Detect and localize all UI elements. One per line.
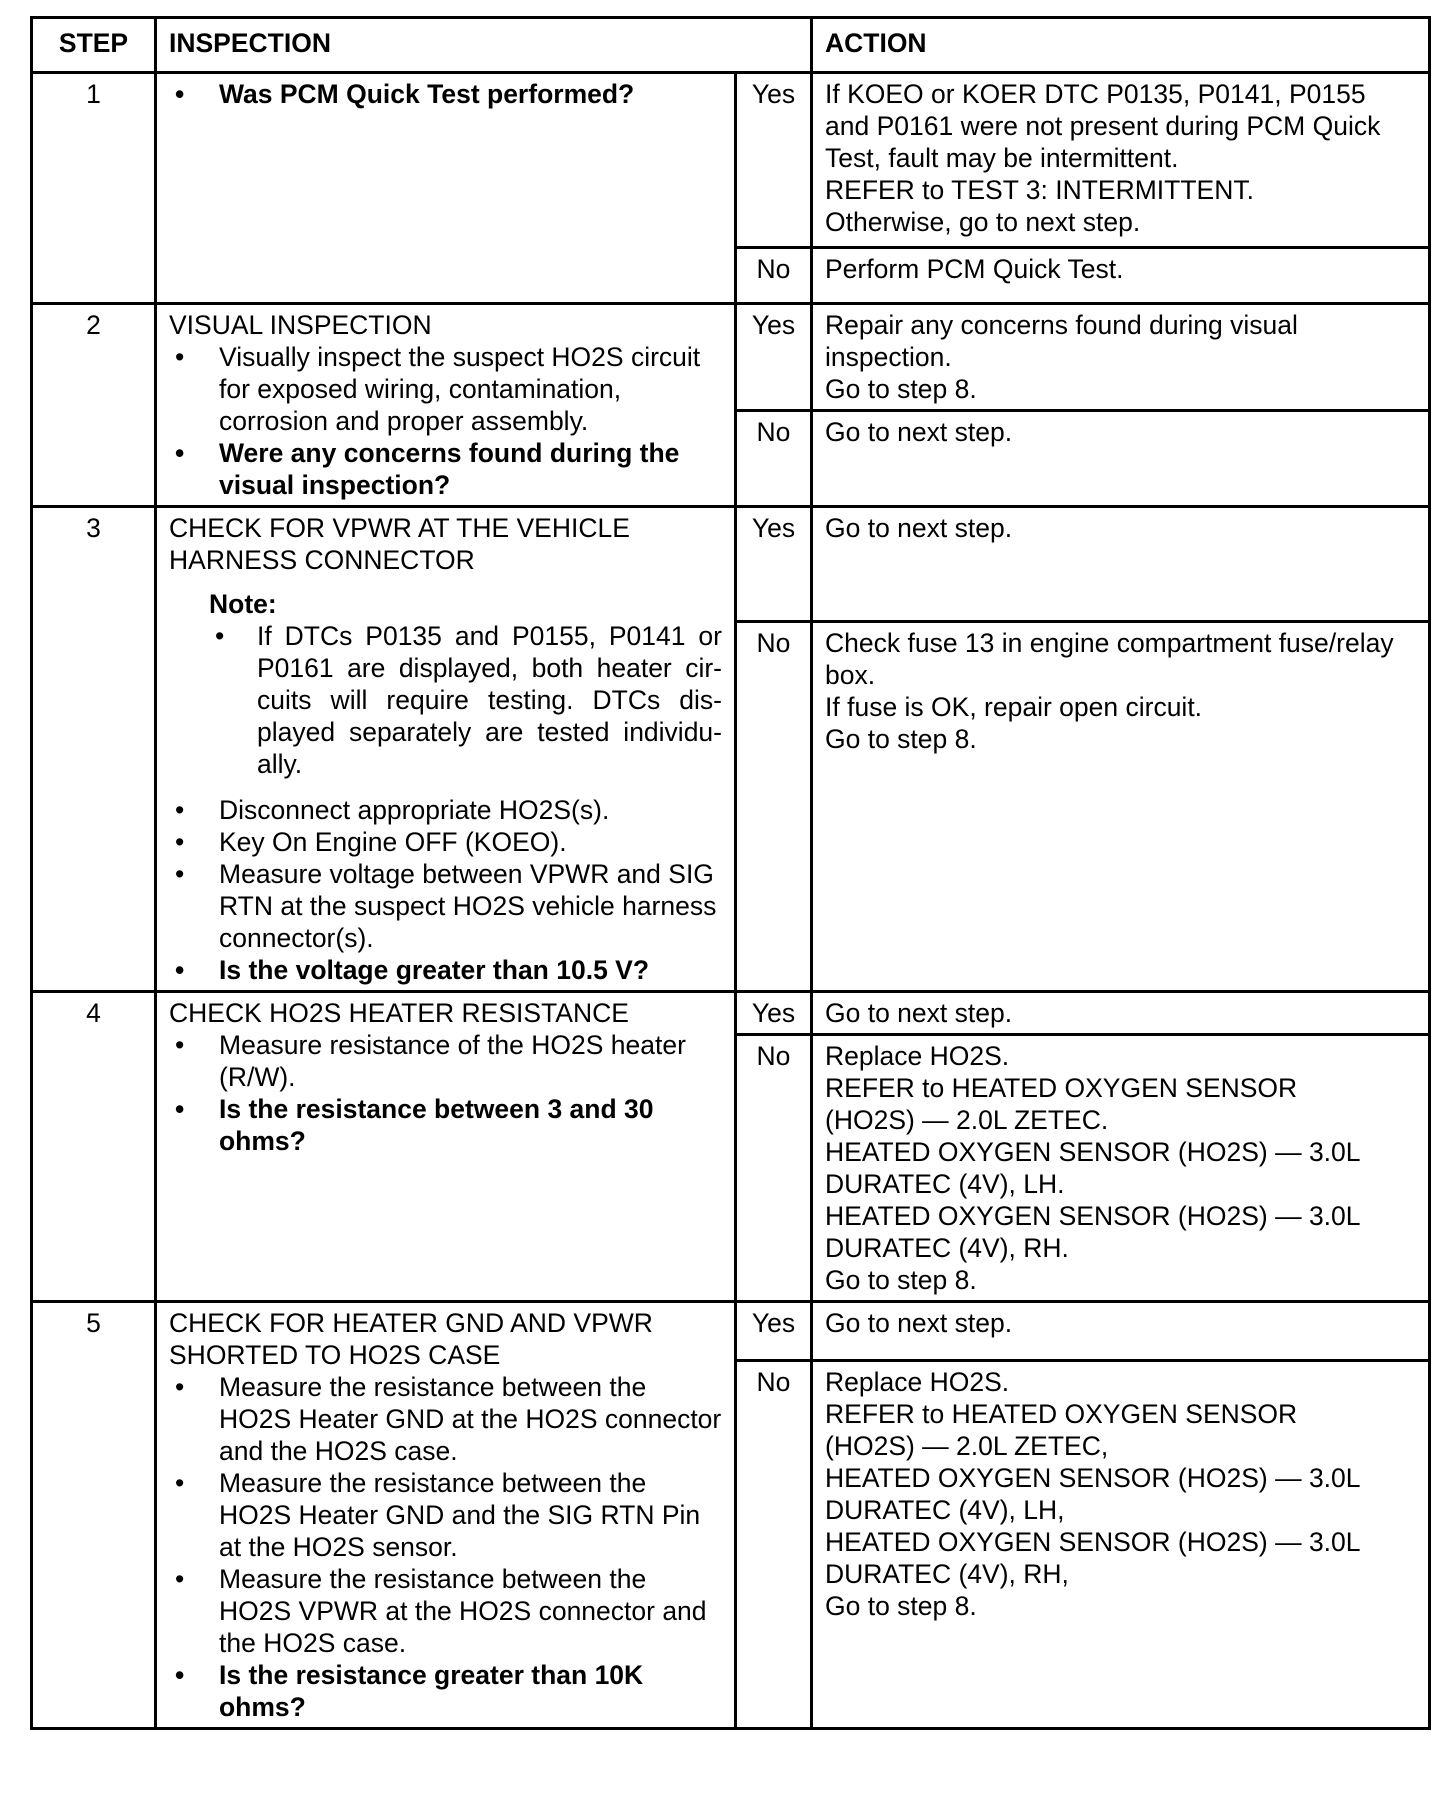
yes-label: Yes — [736, 992, 812, 1035]
note-block — [209, 588, 722, 780]
action-header: ACTION — [812, 18, 1430, 73]
inspection-title: CHECK HO2S HEATER RESISTANCE — [169, 998, 629, 1028]
step-2-yes-row — [32, 304, 1430, 411]
action-line: DURATEC (4V), LH. — [825, 1169, 1065, 1199]
inspection-bullet: • Measure the resistance between the HO2S VPWR at the HO2S connector and the HO2S case. — [169, 1563, 722, 1659]
action-line: (HO2S) — 2.0L ZETEC. — [825, 1105, 1109, 1135]
inspection-bullet: • Key On Engine OFF (KOEO). — [169, 826, 722, 858]
step-4-yes-action — [812, 992, 1430, 1035]
action-line: Replace HO2S. — [825, 1041, 1010, 1071]
inspection-bullet: • Measure voltage between VPWR and SIG RTN at the suspect HO2S vehicle harness connector(s). — [169, 858, 722, 954]
inspection-title: CHECK FOR HEATER GND AND VPWR — [169, 1308, 653, 1338]
inspection-title: CHECK FOR VPWR AT THE VEHICLE — [169, 513, 630, 543]
step-5-yes-action — [812, 1302, 1430, 1361]
step-3-no-action — [812, 621, 1430, 991]
note-text: • If DTCs P0135 and P0155, P0141 or P0161 are displayed, both heater cir-cuits will require testing. DTCs dis-played separately are tested individu-ally. — [209, 620, 722, 780]
step-number: 1 — [32, 73, 156, 304]
step-1-inspection — [156, 73, 736, 304]
step-header: STEP — [32, 18, 156, 73]
step-2-inspection — [156, 304, 736, 507]
action-line: HEATED OXYGEN SENSOR (HO2S) — 3.0L — [825, 1201, 1361, 1231]
inspection-title: VISUAL INSPECTION — [169, 310, 432, 340]
no-label: No — [736, 1361, 812, 1729]
action-line: REFER to TEST 3: INTERMITTENT. — [825, 175, 1254, 205]
step-3-yes-row — [32, 507, 1430, 622]
action-line: DURATEC (4V), RH. — [825, 1233, 1069, 1263]
yes-label: Yes — [736, 507, 812, 622]
inspection-bullet: • Measure the resistance between the HO2S Heater GND at the HO2S connector and the HO2S case. — [169, 1371, 722, 1467]
action-line: If fuse is OK, repair open circuit. — [825, 691, 1203, 722]
no-label: No — [736, 411, 812, 507]
yes-label: Yes — [736, 73, 812, 248]
step-number: 5 — [32, 1302, 156, 1729]
no-label: No — [736, 1035, 812, 1302]
action-line: Perform PCM Quick Test. — [825, 254, 1124, 284]
action-line: Go to step 8. — [825, 1265, 977, 1295]
action-line: box. — [825, 659, 876, 690]
inspection-title: HARNESS CONNECTOR — [169, 545, 475, 575]
inspection-header: INSPECTION — [156, 18, 812, 73]
action-line: Go to step 8. — [825, 723, 977, 754]
header-row — [32, 18, 1430, 73]
yes-label: Yes — [736, 1302, 812, 1361]
action-line: DURATEC (4V), RH, — [825, 1559, 1069, 1590]
action-line: Otherwise, go to next step. — [825, 207, 1141, 237]
inspection-bullet: • Disconnect appropriate HO2S(s). — [169, 794, 722, 826]
action-line: (HO2S) — 2.0L ZETEC, — [825, 1431, 1109, 1462]
action-line: inspection. — [825, 342, 952, 372]
action-line: DURATEC (4V), LH, — [825, 1495, 1065, 1526]
action-line: HEATED OXYGEN SENSOR (HO2S) — 3.0L — [825, 1463, 1361, 1494]
action-line: HEATED OXYGEN SENSOR (HO2S) — 3.0L — [825, 1527, 1361, 1558]
action-line: REFER to HEATED OXYGEN SENSOR — [825, 1073, 1298, 1103]
action-line: Repair any concerns found during visual — [825, 310, 1298, 340]
step-3-yes-action — [812, 507, 1430, 622]
step-5-yes-row — [32, 1302, 1430, 1361]
action-line: Go to next step. — [825, 513, 1013, 543]
step-2-no-action — [812, 411, 1430, 507]
inspection-bullet: • Measure the resistance between the HO2S Heater GND and the SIG RTN Pin at the HO2S sensor. — [169, 1467, 722, 1563]
no-label: No — [736, 248, 812, 304]
inspection-question: • Is the resistance between 3 and 30 ohms? — [169, 1093, 722, 1157]
action-line: Check fuse 13 in engine compartment fuse/relay — [825, 627, 1394, 658]
action-line: HEATED OXYGEN SENSOR (HO2S) — 3.0L — [825, 1137, 1361, 1167]
action-line: Test, fault may be intermittent. — [825, 143, 1179, 173]
action-line: Go to next step. — [825, 417, 1013, 447]
action-line: Go to next step. — [825, 1308, 1013, 1338]
step-5-no-action — [812, 1361, 1430, 1729]
inspection-question: • Was PCM Quick Test performed? — [169, 78, 722, 110]
step-1-yes-row — [32, 73, 1430, 248]
inspection-question: • Is the resistance greater than 10K ohms? — [169, 1659, 722, 1723]
action-line: and P0161 were not present during PCM Quick — [825, 111, 1381, 141]
action-line: If KOEO or KOER DTC P0135, P0141, P0155 — [825, 79, 1366, 109]
action-line: REFER to HEATED OXYGEN SENSOR — [825, 1399, 1298, 1430]
inspection-question: • Were any concerns found during the visual inspection? — [169, 437, 722, 501]
step-5-inspection — [156, 1302, 736, 1729]
step-1-yes-action — [812, 73, 1430, 248]
step-number: 2 — [32, 304, 156, 507]
yes-label: Yes — [736, 304, 812, 411]
note-title: Note: — [209, 589, 277, 619]
step-3-inspection — [156, 507, 736, 992]
action-line: Go to next step. — [825, 998, 1013, 1028]
step-4-yes-row — [32, 992, 1430, 1035]
step-1-no-action — [812, 248, 1430, 304]
no-label: No — [736, 621, 812, 991]
action-line: Go to step 8. — [825, 1591, 977, 1622]
action-line: Replace HO2S. — [825, 1367, 1010, 1398]
step-4-inspection — [156, 992, 736, 1302]
step-2-yes-action — [812, 304, 1430, 411]
diagnostic-table — [30, 16, 1431, 1730]
inspection-question: • Is the voltage greater than 10.5 V? — [169, 954, 722, 986]
inspection-bullet: • Visually inspect the suspect HO2S circuit for exposed wiring, contamination, corrosion and proper assembly. — [169, 341, 722, 437]
inspection-title: SHORTED TO HO2S CASE — [169, 1340, 501, 1370]
action-line: Go to step 8. — [825, 374, 977, 404]
step-4-no-action — [812, 1035, 1430, 1302]
step-number: 3 — [32, 507, 156, 992]
inspection-bullet: • Measure resistance of the HO2S heater (R/W). — [169, 1029, 722, 1093]
step-number: 4 — [32, 992, 156, 1302]
